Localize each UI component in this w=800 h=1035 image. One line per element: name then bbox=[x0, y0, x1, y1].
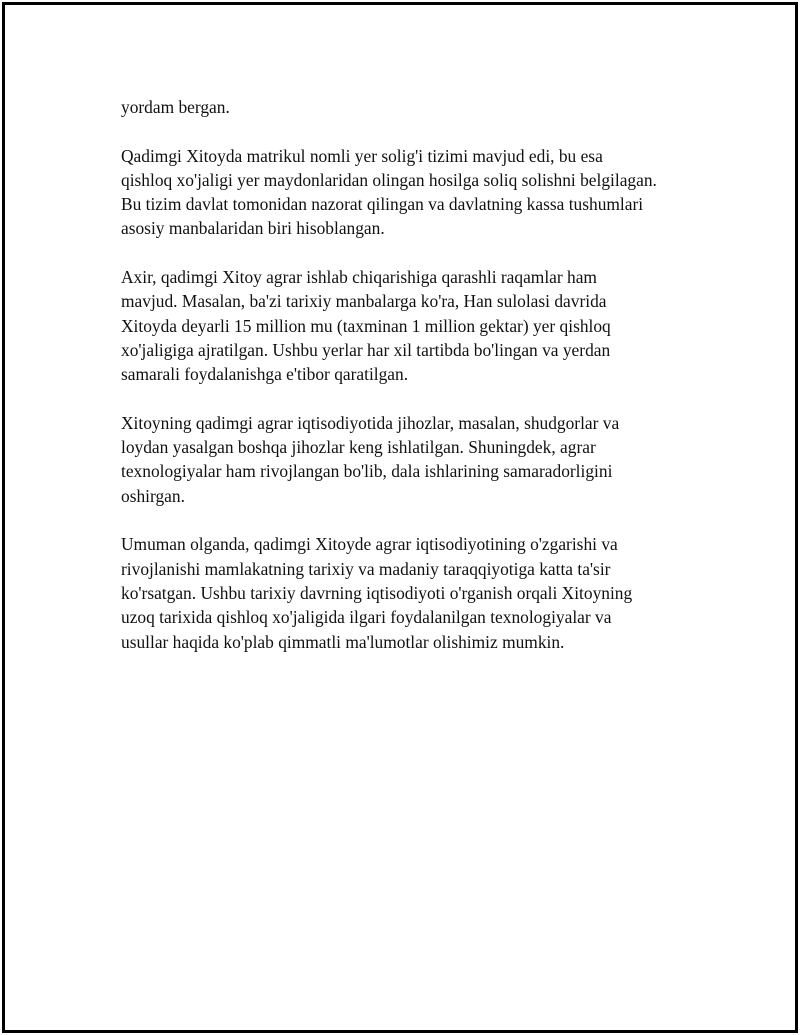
paragraph-line: yordam bergan. bbox=[121, 97, 230, 117]
paragraph-line: uzoq tarixida qishloq xo'jaligida ilgari foydalanilgan texnologiyalar va bbox=[121, 607, 612, 628]
paragraph-2 bbox=[121, 144, 721, 241]
paragraph-line: Umuman olganda, qadimgi Xitoyde agrar iqtisodiyotining o'zgarishi va bbox=[121, 534, 618, 555]
paragraph-line: asosiy manbalaridan biri hisoblangan. bbox=[121, 218, 385, 239]
paragraph-line: Xitoyda deyarli 15 million mu (taxminan 1 million gektar) yer qishloq bbox=[121, 315, 611, 336]
paragraph-line: mavjud. Masalan, ba'zi tarixiy manbalarga ko'ra, Han sulolasi davrida bbox=[121, 291, 607, 312]
paragraph-line: loydan yasalgan boshqa jihozlar keng ishlatilgan. Shuningdek, agrar bbox=[121, 437, 596, 458]
paragraph-line: texnologiyalar ham rivojlangan bo'lib, dala ishlarining samaradorligini bbox=[121, 461, 613, 482]
document-body bbox=[121, 95, 721, 678]
paragraph-line: rivojlanishi mamlakatning tarixiy va madaniy taraqqiyotiga katta ta'sir bbox=[121, 558, 611, 579]
paragraph-line: ko'rsatgan. Ushbu tarixiy davrning iqtisodiyoti o'rganish orqali Xitoyning bbox=[121, 582, 633, 603]
paragraph-line: Qadimgi Xitoyda matrikul nomli yer solig'i tizimi mavjud edi, bu esa bbox=[121, 145, 603, 166]
paragraph-line: usullar haqida ko'plab qimmatli ma'lumotlar olishimiz mumkin. bbox=[121, 631, 565, 652]
paragraph-line: samarali foydalanishga e'tibor qaratilgan. bbox=[121, 364, 409, 385]
paragraph-3 bbox=[121, 265, 721, 386]
paragraph-1 bbox=[121, 95, 721, 119]
paragraph-line: xo'jaligiga ajratilgan. Ushbu yerlar har xil tartibda bo'lingan va yerdan bbox=[121, 339, 611, 360]
paragraph-line: Bu tizim davlat tomonidan nazorat qilingan va davlatning kassa tushumlari bbox=[121, 194, 644, 215]
paragraph-4 bbox=[121, 411, 721, 508]
paragraph-5 bbox=[121, 532, 721, 653]
paragraph-line: Axir, qadimgi Xitoy agrar ishlab chiqarishiga qarashli raqamlar ham bbox=[121, 267, 597, 288]
paragraph-line: Xitoyning qadimgi agrar iqtisodiyotida jihozlar, masalan, shudgorlar va bbox=[121, 412, 620, 433]
page-frame bbox=[2, 2, 798, 1033]
paragraph-line: oshirgan. bbox=[121, 485, 185, 506]
paragraph-line: qishloq xo'jaligi yer maydonlaridan olingan hosilga soliq solishni belgilagan. bbox=[121, 169, 657, 190]
